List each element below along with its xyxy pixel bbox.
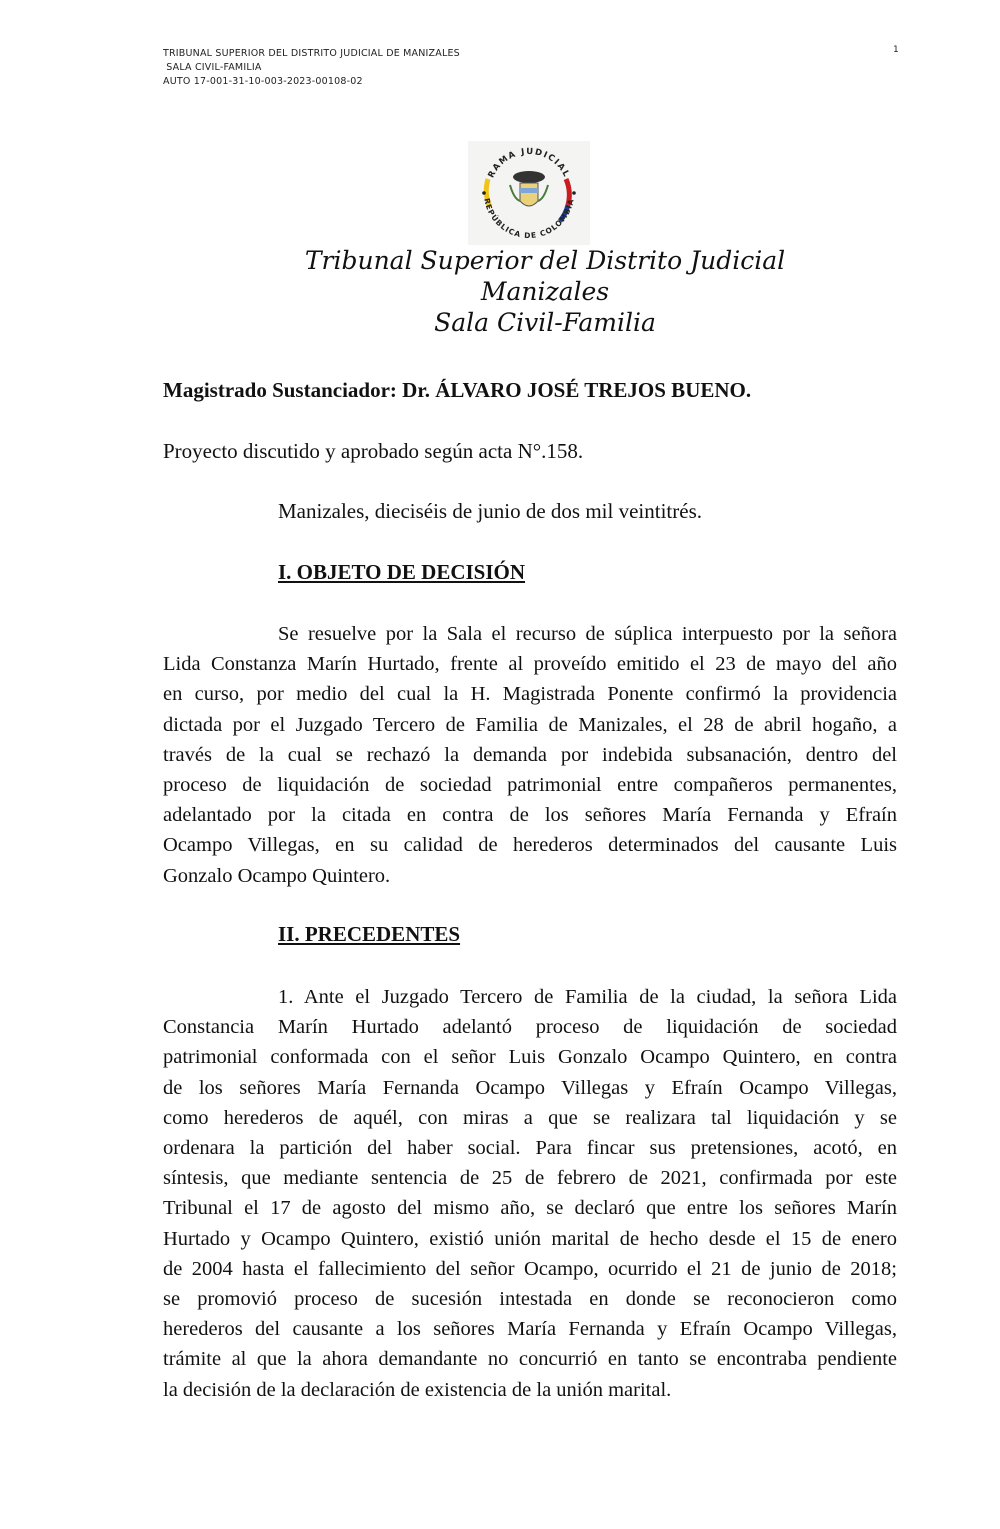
seal-top-text: RAMA JUDICIAL — [486, 146, 572, 180]
court-title-line-1: Tribunal Superior del Distrito Judicial — [304, 246, 786, 275]
paragraph-line: adelantado por la citada en contra de los señores María Fernanda y Efraín — [163, 804, 897, 827]
paragraph-line: en curso, por medio del cual la H. Magistrada Ponente confirmó la providencia — [163, 683, 897, 706]
paragraph-line: Lida Constanza Marín Hurtado, frente al proveído emitido el 23 de mayo del año — [163, 653, 897, 676]
paragraph-objeto — [163, 619, 897, 891]
paragraph-line: proceso de liquidación de sociedad patrimonial entre compañeros permanentes, — [163, 774, 897, 797]
section-heading-objeto: I. OBJETO DE DECISIÓN — [278, 560, 526, 584]
rama-judicial-seal — [468, 141, 590, 245]
court-title — [0, 245, 1000, 338]
paragraph-line: Ocampo Villegas, en su calidad de herederos determinados del causante Luis — [163, 834, 897, 857]
paragraph-precedentes — [163, 982, 897, 1405]
section-heading-precedentes: II. PRECEDENTES — [278, 922, 461, 946]
paragraph-line: la decisión de la declaración de existencia de la unión marital. — [163, 1378, 672, 1401]
paragraph-line: síntesis, que mediante sentencia de 25 de febrero de 2021, confirmada por este — [163, 1167, 897, 1190]
header-line-court: TRIBUNAL SUPERIOR DEL DISTRITO JUDICIAL DE MANIZALES — [163, 48, 460, 59]
paragraph-line: patrimonial conformada con el señor Luis Gonzalo Ocampo Quintero, en contra — [163, 1046, 897, 1069]
paragraph-line: 1. Ante el Juzgado Tercero de Familia de la ciudad, la señora Lida — [278, 986, 897, 1008]
acta-line: Proyecto discutido y aprobado según acta N°.158. — [163, 439, 584, 463]
paragraph-line: de los señores María Fernanda Ocampo Villegas y Efraín Ocampo Villegas, — [163, 1076, 897, 1099]
date-line: Manizales, dieciséis de junio de dos mil veintitrés. — [278, 499, 702, 523]
paragraph-line: través de la cual se rechazó la demanda por indebida subsanación, dentro del — [163, 743, 897, 766]
seal-bottom-text: REPÚBLICA DE COLOMBIA — [482, 197, 576, 241]
header-line-auto: AUTO 17-001-31-10-003-2023-00108-02 — [163, 76, 363, 87]
paragraph-line: trámite al que la ahora demandante no concurrió en tanto se encontraba pendiente — [163, 1348, 897, 1371]
paragraph-line: dictada por el Juzgado Tercero de Familia de Manizales, el 28 de abril hogaño, a — [163, 713, 897, 736]
paragraph-line: como herederos de aquél, con miras a que se realizara tal liquidación y se — [163, 1106, 897, 1129]
paragraph-line: se promovió proceso de sucesión intestada en donde se reconocieron como — [163, 1288, 897, 1311]
paragraph-line: Constancia Marín Hurtado adelantó proceso de liquidación de sociedad — [163, 1016, 897, 1039]
document-header — [163, 47, 460, 89]
court-title-line-3: Sala Civil-Familia — [434, 308, 656, 337]
court-title-line-2: Manizales — [480, 277, 610, 306]
magistrate-line: Magistrado Sustanciador: Dr. ÁLVARO JOSÉ TREJOS BUENO. — [163, 378, 752, 402]
paragraph-line: herederos del causante a los señores María Fernanda y Efraín Ocampo Villegas, — [163, 1318, 897, 1341]
header-line-sala: SALA CIVIL-FAMILIA — [163, 62, 262, 73]
paragraph-line: ordenara la partición del haber social. Para fincar sus pretensiones, acotó, en — [163, 1137, 897, 1160]
page-number: 1 — [893, 45, 899, 55]
paragraph-line: Hurtado y Ocampo Quintero, existió unión marital de hecho desde el 15 de enero — [163, 1227, 897, 1250]
paragraph-line: Se resuelve por la Sala el recurso de súplica interpuesto por la señora — [278, 623, 897, 645]
paragraph-line: Gonzalo Ocampo Quintero. — [163, 864, 391, 887]
paragraph-line: Tribunal el 17 de agosto del mismo año, se declaró que entre los señores Marín — [163, 1197, 897, 1220]
paragraph-line: de 2004 hasta el fallecimiento del señor Ocampo, ocurrido el 21 de junio de 2018; — [163, 1257, 897, 1280]
